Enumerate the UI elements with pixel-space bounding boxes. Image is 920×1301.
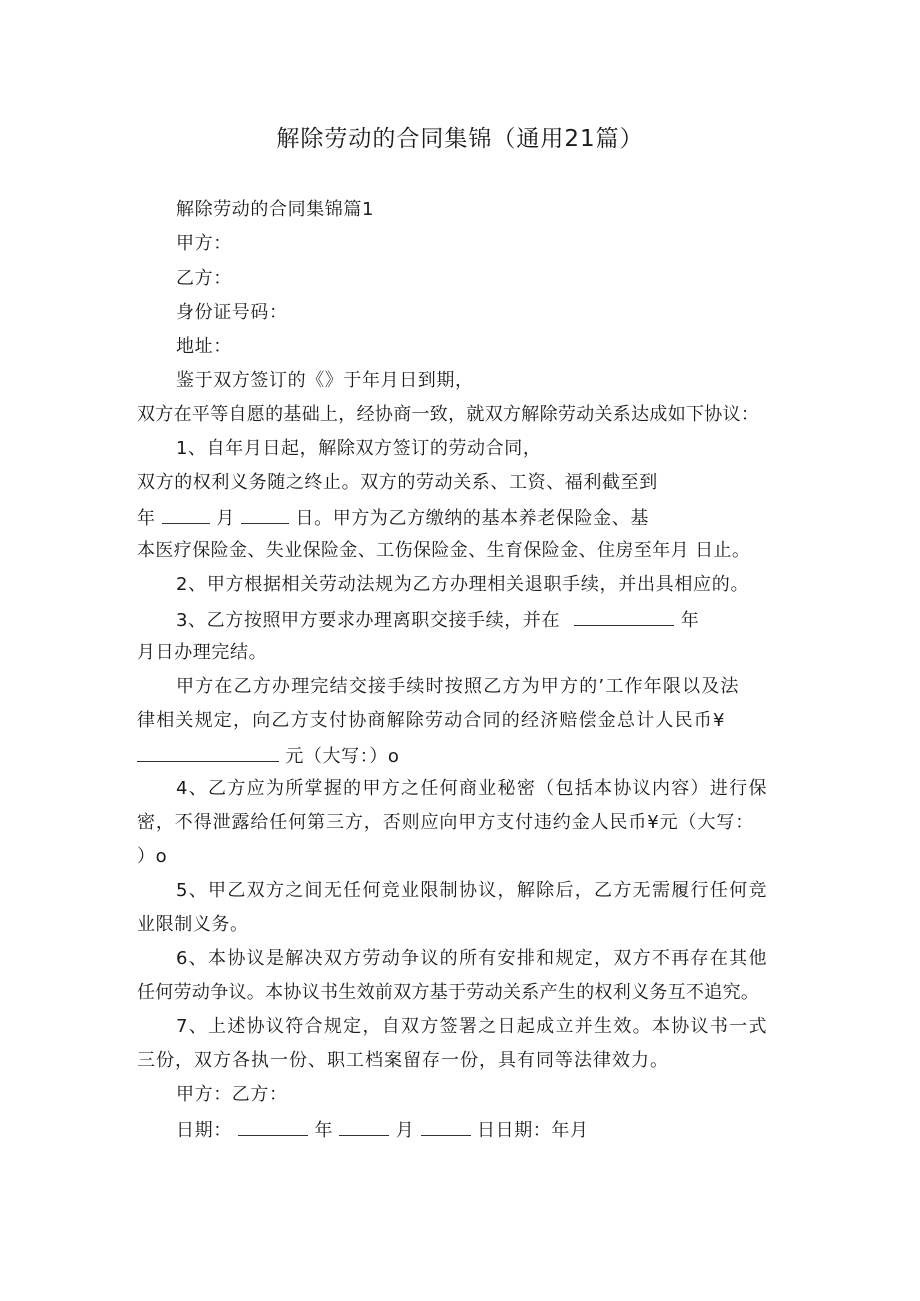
clause-1-line: 双方的权利义务随之终止。双方的劳动关系、工资、福利截至到 [137,472,658,493]
year-blank [162,503,210,524]
clause-5-line: 业限制义务。 [137,914,249,935]
clause-1-line: 本医疗保险金、失业保险金、工伤保险金、生育保险金、住房至年月 日止。 [137,540,751,561]
document-title: 解除劳动的合同集锦（通用21篇） [276,126,644,152]
clause-5-line: 5、甲乙双方之间无任何竞业限制协议，解除后，乙方无需履行任何竞 [176,880,768,901]
address-field: 地址： [176,336,232,357]
clause-3-text: 年 [680,610,700,631]
month-text: 月 [395,1120,415,1141]
compensation-line: 甲方在乙方办理完结交接手续时按照乙方为甲方的’工作年限以及法 [176,676,740,697]
clause-1-text: 月 [216,508,235,529]
signature-parties: 甲方：乙方： [176,1084,288,1105]
clause-4-line: ）o [137,846,168,867]
id-number-field: 身份证号码： [176,302,288,323]
clause-7-line: 7、上述协议符合规定，自双方签署之日起成立并生效。本协议书一式 [176,1016,768,1037]
month-blank [339,1115,389,1136]
clause-1-text: 日。甲方为乙方缴纳的基本养老保险金、基 [295,508,649,529]
clause-4-line: 密，不得泄露给任何第三方，否则应向甲方支付违约金人民币¥元（大写： [137,812,755,833]
compensation-text: 元（大写：）o [285,746,400,767]
compensation-line [137,741,400,771]
clause-1-text: 年 [137,508,156,529]
clause-3-line [176,605,699,635]
clause-1-line: 1、自年月日起，解除双方签订的劳动合同， [176,438,542,459]
amount-blank [137,741,279,762]
signature-date-line [176,1115,589,1145]
clause-3-text: 3、乙方按照甲方要求办理离职交接手续，并在 [176,610,561,631]
year-text: 年 [314,1120,334,1141]
clause-3-line: 月日办理完结。 [137,642,268,663]
clause-4-line: 4、乙方应为所掌握的甲方之任何商业秘密（包括本协议内容）进行保 [176,778,768,799]
compensation-line: 律相关规定，向乙方支付协商解除劳动合同的经济赔偿金总计人民币¥ [137,710,726,731]
day-date-text: 日日期：年月 [477,1120,589,1141]
clause-2: 2、甲方根据相关劳动法规为乙方办理相关退职手续，并出具相应的。 [176,574,750,595]
clause-6-line: 任何劳动争议。本协议书生效前双方基于劳动关系产生的权利义务互不追究。 [137,982,760,1003]
clause-1-line [137,503,649,533]
date-label: 日期： [176,1120,232,1141]
year-blank [238,1115,308,1136]
party-a-field: 甲方： [176,233,232,254]
preamble-line: 鉴于双方签订的《》于年月日到期， [176,370,474,391]
party-b-field: 乙方： [176,268,232,289]
preamble-line: 双方在平等自愿的基础上，经协商一致，就双方解除劳动关系达成如下协议： [137,404,760,425]
clause-6-line: 6、本协议是解决双方劳动争议的所有安排和规定，双方不再存在其他 [176,948,768,969]
day-blank [421,1115,471,1136]
section-heading: 解除劳动的合同集锦篇1 [176,199,375,220]
date-blank [574,605,674,626]
clause-7-line: 三份，双方各执一份、职工档案留存一份，具有同等法律效力。 [137,1050,669,1071]
month-blank [241,503,289,524]
